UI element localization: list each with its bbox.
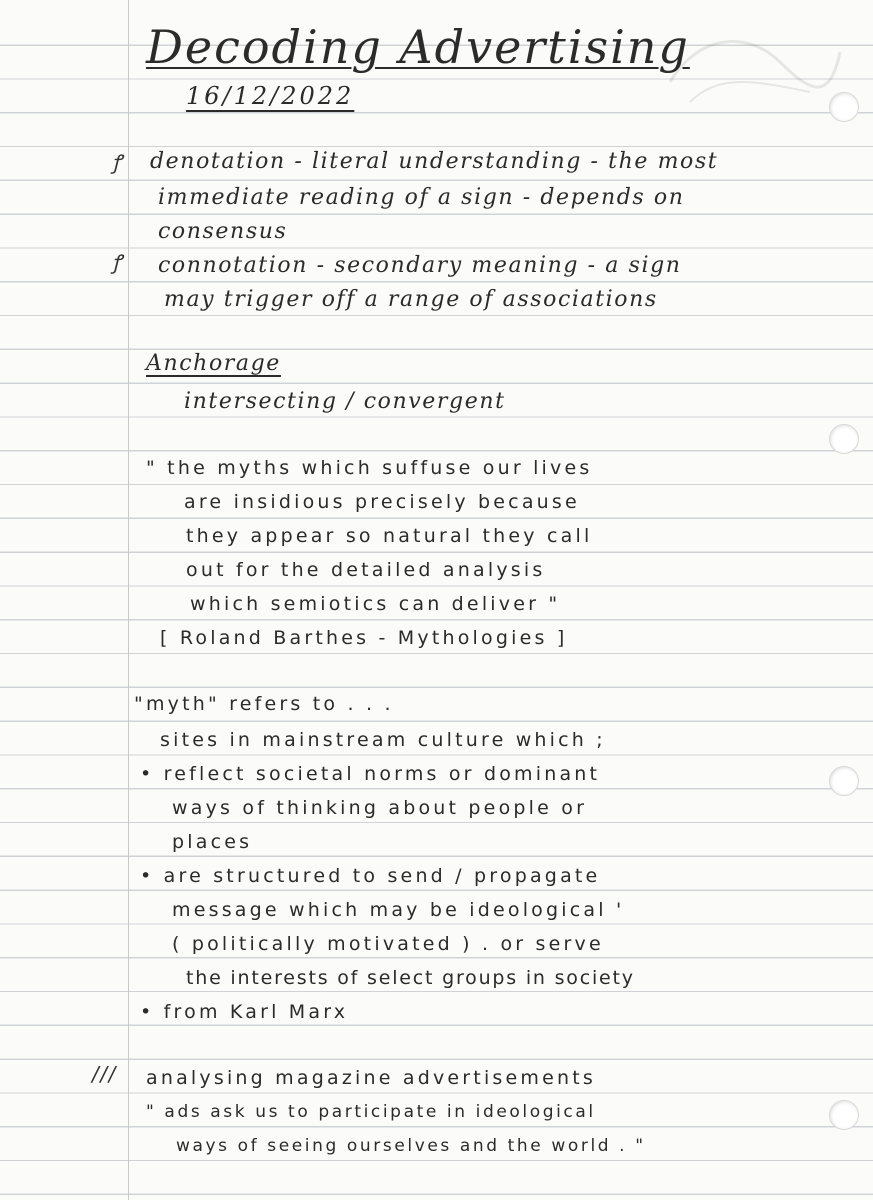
margin-mark: ꝭ: [112, 250, 124, 274]
quote-line: are insidious precisely because: [184, 491, 580, 513]
quote-line: " the myths which suffuse our lives: [146, 457, 593, 479]
magazine-line: analysing magazine advertisements: [146, 1067, 597, 1089]
margin-mark: ꝭ: [112, 150, 124, 174]
quote-attribution: [ Roland Barthes - Mythologies ]: [160, 627, 568, 649]
punch-hole: [829, 424, 859, 454]
quote-line: out for the detailed analysis: [186, 559, 546, 581]
denotation-line: consensus: [158, 219, 288, 244]
myth-line: • reflect societal norms or dominant: [140, 763, 601, 785]
punch-hole: [829, 766, 859, 796]
denotation-line: denotation - literal understanding - the most: [150, 149, 719, 174]
margin-mark: ///: [92, 1062, 118, 1086]
myth-line: message which may be ideological ': [172, 899, 625, 921]
magazine-line: " ads ask us to participate in ideological: [146, 1102, 596, 1122]
myth-line: sites in mainstream culture which ;: [160, 729, 606, 751]
denotation-line: immediate reading of a sign - depends on: [158, 185, 685, 210]
myth-line: ways of thinking about people or: [172, 797, 588, 819]
page-title: Decoding Advertising: [146, 20, 690, 74]
quote-line: they appear so natural they call: [186, 525, 593, 547]
myth-line: ( politically motivated ) . or serve: [172, 933, 604, 955]
myth-line: places: [172, 831, 253, 853]
connotation-line: may trigger off a range of associations: [164, 287, 658, 312]
myth-line: the interests of select groups in society: [186, 967, 635, 989]
quote-line: which semiotics can deliver ": [190, 593, 561, 615]
myth-line: • from Karl Marx: [140, 1001, 349, 1023]
myth-line: "myth" refers to . . .: [134, 693, 394, 715]
magazine-line: ways of seeing ourselves and the world . ": [176, 1136, 646, 1156]
anchorage-heading: Anchorage: [146, 351, 281, 376]
connotation-line: connotation - secondary meaning - a sign: [158, 253, 682, 278]
date: 16/12/2022: [186, 82, 355, 110]
margin-line: [128, 0, 129, 1200]
punch-hole: [829, 1100, 859, 1130]
myth-line: • are structured to send / propagate: [140, 865, 601, 887]
anchorage-subtitle: intersecting / convergent: [184, 389, 506, 414]
